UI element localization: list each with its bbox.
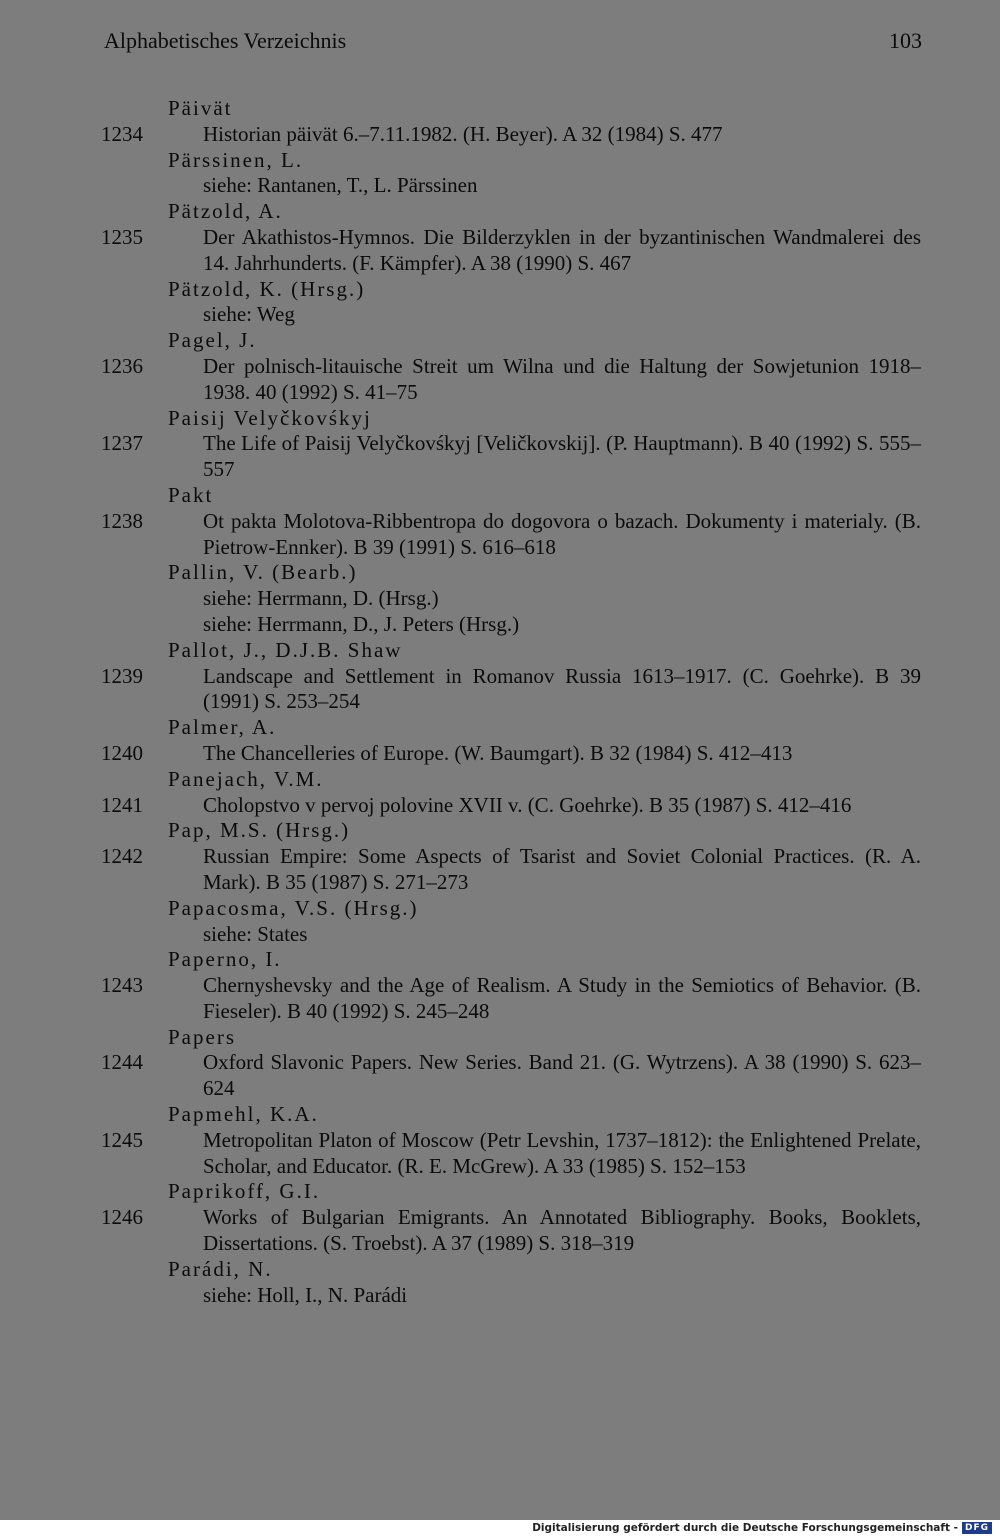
item-number: 1244 xyxy=(101,1050,143,1075)
entry-heading: Pagel, J. xyxy=(168,328,257,353)
item-number: 1242 xyxy=(101,844,143,869)
item-text: The Life of Paisij Velyčkovśkyj [Veličkovskij]. (P. Hauptmann). B 40 (1992) S. 555–557 xyxy=(203,431,921,482)
index-entry xyxy=(0,199,1000,276)
bibliography-item xyxy=(101,431,921,483)
item-number: 1236 xyxy=(101,353,143,378)
item-text: Der polnisch-litauische Streit um Wilna und die Haltung der Sowjetunion 1918–1938. 40 (1992) S. 41–75 xyxy=(203,353,921,404)
bibliography-item xyxy=(101,973,921,1025)
item-number: 1237 xyxy=(101,431,143,456)
cross-reference: siehe: Herrmann, D. (Hrsg.) xyxy=(203,586,439,611)
entry-heading: Pätzold, K. (Hrsg.) xyxy=(168,276,366,301)
index-entry xyxy=(0,1102,1000,1179)
entry-heading: Papers xyxy=(168,1024,236,1049)
item-number: 1241 xyxy=(101,792,143,817)
index-entry xyxy=(0,406,1000,483)
bibliography-item xyxy=(101,353,921,406)
running-header xyxy=(104,28,922,58)
item-number: 1238 xyxy=(101,508,143,533)
entry-heading: Pap, M.S. (Hrsg.) xyxy=(168,818,351,843)
entry-heading: Pätzold, A. xyxy=(168,199,283,224)
index-entries xyxy=(0,96,1000,1308)
index-entry xyxy=(0,715,1000,767)
cross-reference: siehe: Herrmann, D., J. Peters (Hrsg.) xyxy=(203,611,520,636)
item-text: Ot pakta Molotova-Ribbentropa do dogovora o bazach. Dokumenty i materialy. (B. Pietrow-Ennker). B 39 (1991) S. 616–618 xyxy=(203,508,921,559)
item-number: 1234 xyxy=(101,121,143,146)
index-entry xyxy=(0,96,1000,148)
entry-heading: Pakt xyxy=(168,482,214,507)
dfg-logo: DFG xyxy=(962,1522,992,1534)
index-entry xyxy=(0,560,1000,637)
bibliography-item xyxy=(101,508,921,561)
item-text: Works of Bulgarian Emigrants. An Annotated Bibliography. Books, Booklets, Dissertations. (S. Troebst). A 37 (1989) S. 318–319 xyxy=(203,1205,921,1256)
index-entry xyxy=(0,818,1000,895)
index-entry xyxy=(0,328,1000,405)
index-entry xyxy=(0,483,1000,560)
bibliography-item xyxy=(101,1205,921,1257)
item-number: 1245 xyxy=(101,1127,143,1152)
entry-heading: Päivät xyxy=(168,96,233,120)
item-text: Metropolitan Platon of Moscow (Petr Levshin, 1737–1812): the Enlightened Prelate, Scholar, and Educator. (R. E. McGrew). A 33 (1985) S. 152–153 xyxy=(203,1127,921,1178)
index-entry xyxy=(0,896,1000,948)
item-text: The Chancelleries of Europe. (W. Baumgart). B 32 (1984) S. 412–413 xyxy=(203,740,793,765)
index-entry xyxy=(0,767,1000,819)
index-entry xyxy=(0,1179,1000,1256)
index-entry xyxy=(0,947,1000,1024)
funding-credit: Digitalisierung gefördert durch die Deutsche Forschungsgemeinschaft - xyxy=(532,1522,958,1534)
entry-heading: Papacosma, V.S. (Hrsg.) xyxy=(168,895,419,920)
entry-heading: Pallin, V. (Bearb.) xyxy=(168,560,358,585)
index-entry xyxy=(0,638,1000,715)
entry-heading: Paisij Velyčkovśkyj xyxy=(168,405,372,430)
cross-reference: siehe: Weg xyxy=(203,302,295,327)
item-number: 1246 xyxy=(101,1205,143,1230)
bibliography-item xyxy=(101,740,921,767)
bibliography-item xyxy=(101,844,921,896)
entry-heading: Papmehl, K.A. xyxy=(168,1102,319,1127)
item-text: Landscape and Settlement in Romanov Russia 1613–1917. (C. Goehrke). B 39 (1991) S. 253–254 xyxy=(203,663,921,714)
cross-reference: siehe: States xyxy=(203,921,308,946)
item-number: 1235 xyxy=(101,224,143,249)
item-text: Russian Empire: Some Aspects of Tsarist and Soviet Colonial Practices. (R. A. Mark). B 35 (1987) S. 271–273 xyxy=(203,844,921,894)
entry-heading: Pärssinen, L. xyxy=(168,147,304,172)
bibliography-item xyxy=(101,1127,921,1180)
page-number: 103 xyxy=(889,28,922,53)
entry-heading: Paprikoff, G.I. xyxy=(168,1179,321,1204)
index-entry xyxy=(0,148,1000,200)
entry-heading: Parádi, N. xyxy=(168,1256,273,1281)
bibliography-item xyxy=(101,224,921,277)
bibliography-item xyxy=(101,1050,921,1102)
item-number: 1239 xyxy=(101,663,143,688)
item-text: Historian päivät 6.–7.11.1982. (H. Beyer). A 32 (1984) S. 477 xyxy=(203,121,723,146)
footer-bar xyxy=(0,1520,1000,1536)
bibliography-item xyxy=(101,663,921,716)
entry-heading: Paperno, I. xyxy=(168,947,282,972)
item-number: 1240 xyxy=(101,740,143,765)
entry-heading: Palmer, A. xyxy=(168,715,277,740)
index-entry xyxy=(0,277,1000,329)
entry-heading: Pallot, J., D.J.B. Shaw xyxy=(168,637,403,662)
bibliography-item xyxy=(101,121,921,148)
cross-reference: siehe: Rantanen, T., L. Pärssinen xyxy=(203,173,478,198)
cross-reference: siehe: Holl, I., N. Parádi xyxy=(203,1282,408,1307)
index-entry xyxy=(0,1257,1000,1309)
bibliography-item xyxy=(101,792,921,819)
item-number: 1243 xyxy=(101,973,143,998)
item-text: Cholopstvo v pervoj polovine XVII v. (C. Goehrke). B 35 (1987) S. 412–416 xyxy=(203,792,852,817)
header-title: Alphabetisches Verzeichnis xyxy=(104,28,347,53)
item-text: Oxford Slavonic Papers. New Series. Band 21. (G. Wytrzens). A 38 (1990) S. 623–624 xyxy=(203,1050,921,1101)
entry-heading: Panejach, V.M. xyxy=(168,766,324,791)
index-entry xyxy=(0,1025,1000,1102)
item-text: Chernyshevsky and the Age of Realism. A Study in the Semiotics of Behavior. (B. Fieseler). B 40 (1992) S. 245–248 xyxy=(203,973,921,1023)
item-text: Der Akathistos-Hymnos. Die Bilderzyklen in der byzantinischen Wandmalerei des 14. Jahrhunderts. (F. Kämpfer). A 38 (1990) S. 467 xyxy=(203,224,921,275)
